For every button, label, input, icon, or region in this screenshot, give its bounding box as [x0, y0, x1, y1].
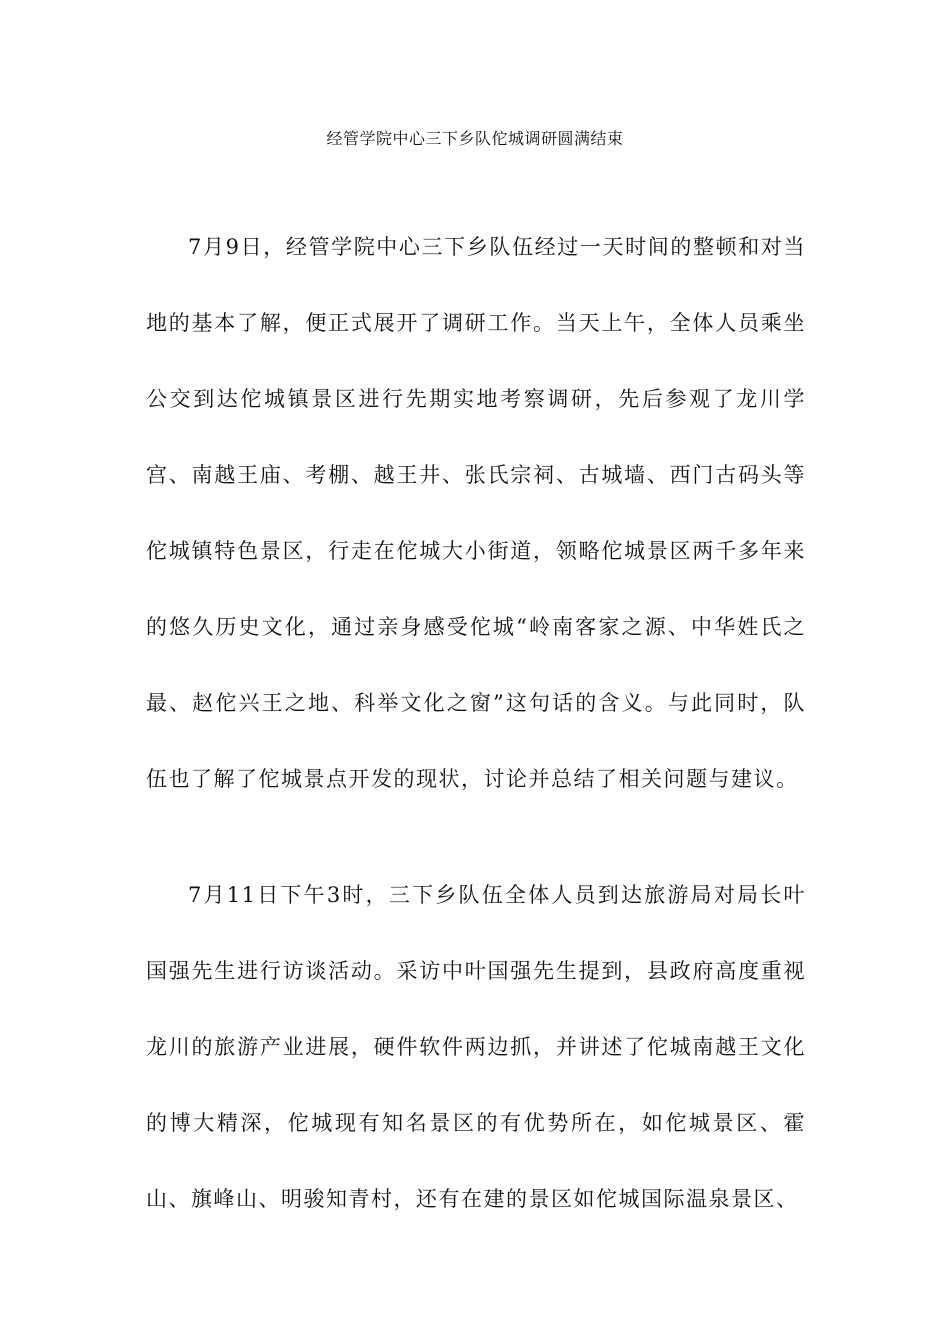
document-title: 经管学院中心三下乡队佗城调研圆满结束: [326, 129, 624, 148]
paragraph-tourism-bureau-interview: 7月11日下午3时，三下乡队伍全体人员到达旅游局对局长叶国强先生进行访谈活动。采访中叶国强先生提到，县政府高度重视龙川的旅游产业进展，硬件软件两边抓，并讲述了佗城南越王文化的博大精深，佗城现有知名景区的有优势所在，如佗城景区、霍山、旗峰山、明骏知青村，还有在建的景区如佗城国际温泉景区、: [146, 883, 806, 1211]
paragraph-visit-scenic-area: 7月9日，经管学院中心三下乡队伍经过一天时间的整顿和对当地的基本了解，便正式展开了调研工作。当天上午，全体人员乘坐公交到达佗城镇景区进行先期实地考察调研，先后参观了龙川学宫、南越王庙、考棚、越王井、张氏宗祠、古城墙、西门古码头等佗城镇特色景区，行走在佗城大小街道，领略佗城景区两千多年来的悠久历史文化，通过亲身感受佗城“岭南客家之源、中华姓氏之最、赵佗兴王之地、科举文化之窗”这句话的含义。与此同时，队伍也了解了佗城景点开发的现状，讨论并总结了相关问题与建议。: [146, 235, 806, 791]
